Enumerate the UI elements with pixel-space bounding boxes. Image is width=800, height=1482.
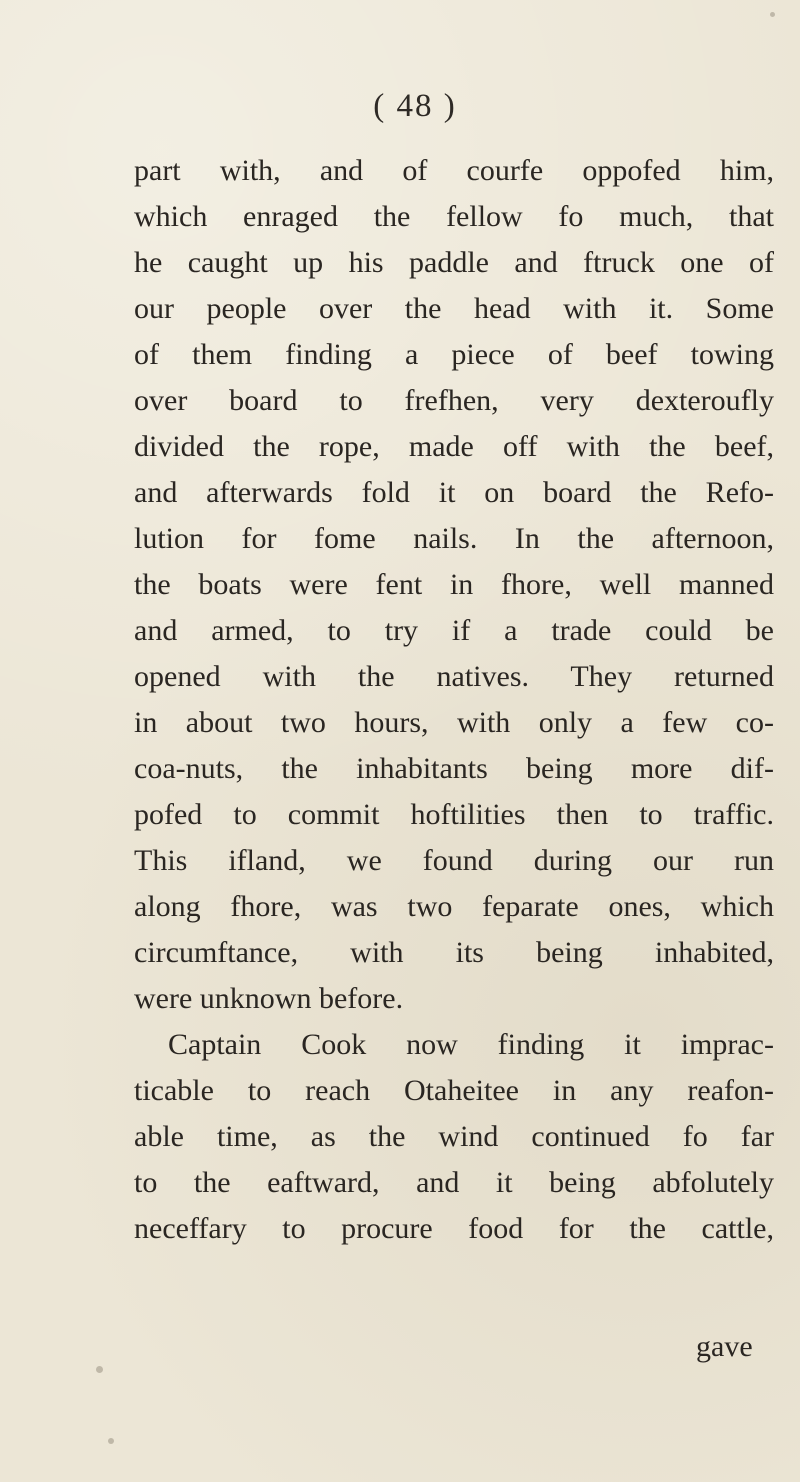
text-line: Captain Cook now finding it imprac-	[168, 1028, 774, 1061]
text-line: he caught up his paddle and ftruck one of	[134, 246, 774, 279]
text-line: pofed to commit hoftilities then to traffic.	[134, 798, 774, 831]
catchword: gave	[696, 1330, 753, 1363]
text-line: of them finding a piece of beef towing	[134, 338, 774, 371]
paper-speck	[96, 1366, 103, 1373]
text-line: which enraged the fellow fo much, that	[134, 200, 774, 233]
text-line: were unknown before.	[134, 982, 404, 1015]
text-line: circumftance, with its being inhabited,	[134, 936, 774, 969]
text-line: and armed, to try if a trade could be	[134, 614, 774, 647]
text-line: ticable to reach Otaheitee in any reafon-	[134, 1074, 774, 1107]
text-line: able time, as the wind continued fo far	[134, 1120, 774, 1153]
text-line: lution for fome nails. In the afternoon,	[134, 522, 774, 555]
paper-speck	[108, 1438, 114, 1444]
text-line: opened with the natives. They returned	[134, 660, 774, 693]
text-line: our people over the head with it. Some	[134, 292, 774, 325]
text-line: divided the rope, made off with the beef,	[134, 430, 774, 463]
text-line: along fhore, was two feparate ones, which	[134, 890, 774, 923]
text-line: coa-nuts, the inhabitants being more dif-	[134, 752, 774, 785]
text-line: neceffary to procure food for the cattle,	[134, 1212, 774, 1245]
text-line: in about two hours, with only a few co-	[134, 706, 774, 739]
text-line: and afterwards fold it on board the Refo-	[134, 476, 774, 509]
text-line: over board to frefhen, very dexteroufly	[134, 384, 774, 417]
text-line: This ifland, we found during our run	[134, 844, 774, 877]
page-number: ( 48 )	[373, 88, 457, 124]
text-line: part with, and of courfe oppofed him,	[134, 154, 774, 187]
text-line: to the eaftward, and it being abfolutely	[134, 1166, 774, 1199]
text-line: the boats were fent in fhore, well manned	[134, 568, 774, 601]
body-text	[134, 148, 774, 1252]
paper-speck	[770, 12, 775, 17]
